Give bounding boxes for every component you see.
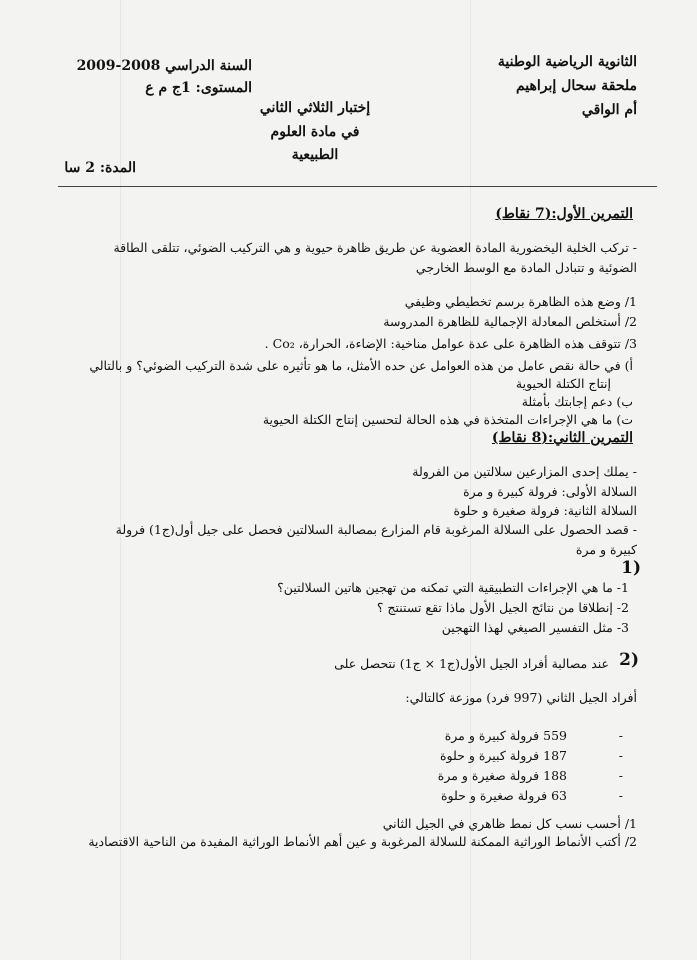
exercise1-qa: أ) في حالة نقص عامل من هذه العوامل عن حده الأمثل، ما هو تأثيره على شدة التركيب الضوئي؟ و بالتالي: [89, 358, 633, 373]
exam-subject: في مادة العلوم: [270, 124, 360, 140]
header-divider: [58, 186, 657, 187]
exercise2-heading: التمرين الثاني:(8 نقاط): [491, 430, 633, 446]
exercise2-goal-cont: كبيرة و مرة: [575, 542, 637, 557]
paper-fold: [120, 0, 121, 960]
result-bullet: -: [618, 768, 623, 783]
exercise1-qa-cont: إنتاج الكتلة الحيوية: [515, 376, 611, 391]
school-annex: ملحقة سحال إبراهيم: [515, 78, 637, 94]
part1-number: 1): [621, 558, 641, 578]
class-level: المستوى: 1ج م ع: [145, 80, 252, 96]
exercise1-intro-cont: الضوئية و تتبادل المادة مع الوسط الخارجي: [415, 260, 637, 275]
part2-number: 2): [619, 650, 639, 670]
result-item: 188 فرولة صغيرة و مرة: [437, 768, 567, 783]
strain-two: السلالة الثانية: فرولة صغيرة و حلوة: [453, 503, 637, 518]
exercise1-qc: ت) ما هي الإجراءات المتخذة في هذه الحالة لتحسين إنتاج الكتلة الحيوية: [262, 412, 633, 427]
school-year: السنة الدراسي 2008-2009: [76, 58, 252, 74]
result-bullet: -: [618, 748, 623, 763]
exercise1-q1: 1/ وضع هذه الظاهرة برسم تخطيطي وظيفي: [404, 294, 637, 309]
f2-intro: أفراد الجيل الثاني (997 فرد) موزعة كالتالي:: [405, 690, 637, 705]
exercise2-goal: - قصد الحصول على السلالة المرغوبة قام المزارع بمصالبة السلالتين فحصل على جيل أول(ج1) فرولة: [115, 522, 637, 537]
result-item: 187 فرولة كبيرة و حلوة: [439, 748, 567, 763]
exercise2-intro: - يملك إحدى المزارعين سلالتين من الفرولة: [412, 464, 637, 479]
final-q2: 2/ أكتب الأنماط الوراثية الممكنة للسلالة المرغوبة و عين أهم الأنماط الوراثية المفيدة من الناحية الاقتصادية: [88, 834, 637, 849]
part1-q3: 3- مثل التفسير الصيغي لهذا التهجين: [441, 620, 629, 635]
result-bullet: -: [618, 728, 623, 743]
result-bullet: -: [618, 788, 623, 803]
strain-one: السلالة الأولى: فرولة كبيرة و مرة: [463, 484, 637, 499]
exercise1-intro: - تركب الخلية اليخضورية المادة العضوية عن طريق ظاهرة حيوية و هي التركيب الضوئي، تتلقى الطاقة: [113, 240, 637, 255]
part1-q2: 2- إنطلاقا من نتائج الجيل الأول ماذا تقع تستنتج ؟: [376, 600, 629, 615]
result-item: 559 فرولة كبيرة و مرة: [444, 728, 567, 743]
exam-subject-cont: الطبيعية: [291, 147, 339, 163]
final-q1: 1/ أحسب نسب كل نمط ظاهري في الجيل الثاني: [382, 816, 637, 831]
exercise1-heading: التمرين الأول:(7 نقاط): [495, 206, 633, 222]
school-name: الثانوية الرياضية الوطنية: [497, 54, 637, 70]
exam-duration: المدة: 2 سا: [64, 160, 136, 176]
exam-title: إختبار الثلاثي الثاني: [259, 100, 371, 116]
exercise1-qb: ب) دعم إجابتك بأمثلة: [521, 394, 633, 409]
school-city: أم الواقي: [581, 102, 637, 118]
part1-q1: 1- ما هي الإجراءات التطبيقية التي تمكنه من تهجين هاتين السلالتين؟: [277, 580, 629, 595]
result-item: 63 فرولة صغيرة و حلوة: [441, 788, 567, 803]
part2-text: عند مصالبة أفراد الجيل الأول(ج1 × ج1) نتحصل على: [334, 656, 609, 671]
exercise1-q2: 2/ أستخلص المعادلة الإجمالية للظاهرة المدروسة: [383, 314, 637, 329]
exercise1-q3: 3/ تتوقف هذه الظاهرة على عدة عوامل مناخية: الإضاءة، الحرارة، Co₂ .: [264, 336, 637, 351]
